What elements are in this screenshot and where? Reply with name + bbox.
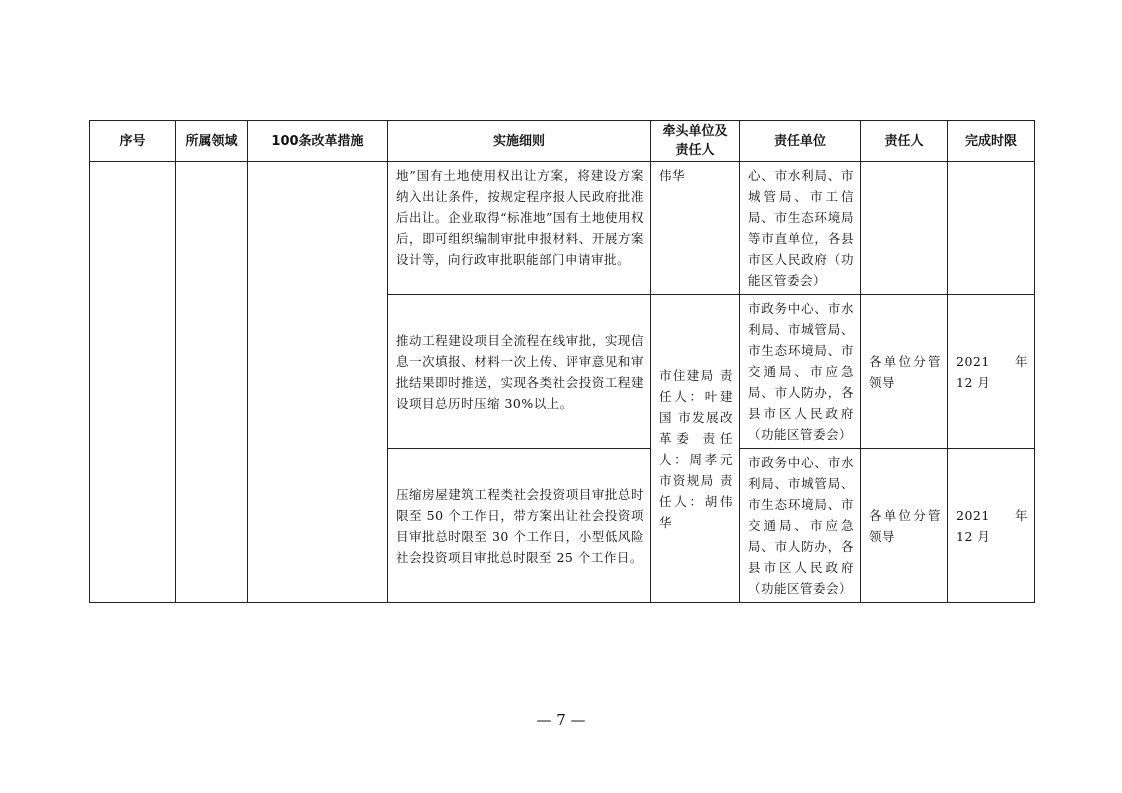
header-detail: 实施细则 [388, 121, 651, 162]
lead-text: 伟华 [659, 168, 686, 183]
domain-cell [176, 162, 248, 603]
person-text [861, 162, 947, 168]
seq-cell [90, 162, 176, 603]
header-seq: 序号 [90, 121, 176, 162]
responsible-unit-cell [740, 449, 861, 603]
table-header-row [90, 121, 1035, 162]
header-responsible-unit: 责任单位 [740, 121, 861, 162]
person-text: 各单位分管领导 [869, 507, 941, 544]
deadline-text: 2021 年 12 月 [956, 353, 1028, 390]
detail-text: 推动工程建设项目全流程在线审批，实现信息一次填报、材料一次上传、评审意见和审批结果即时推送，实现各类社会投资工程建设项目总历时压缩 30%以上。 [396, 332, 644, 411]
responsible-unit-cell [740, 295, 861, 449]
header-deadline: 完成时限 [948, 121, 1035, 162]
detail-cell [388, 295, 651, 449]
detail-cell [388, 162, 651, 295]
table-row [90, 162, 1035, 295]
detail-cell [388, 449, 651, 603]
page-number: — 7 — [536, 711, 586, 729]
responsible-unit-text: 市政务中心、市水利局、市城管局、市生态环境局、市交通局、市应急局、市人防办，各县市区人民政府（功能区管委会） [748, 301, 854, 442]
responsible-unit-text: 心、市水利局、市城管局、市工信局、市生态环境局等市直单位，各县市区人民政府（功能区管委会） [748, 168, 854, 288]
merged-lead-text: 市住建局 责任人：叶建国 市发展改革委 责任人：周孝元 市资规局 责任人：胡伟华 [659, 367, 733, 530]
measure-cell [248, 162, 388, 603]
person-cell [861, 162, 948, 295]
deadline-text [948, 162, 1034, 168]
responsible-unit-text: 市政务中心、市水利局、市城管局、市生态环境局、市交通局、市应急局、市人防办，各县市区人民政府（功能区管委会） [748, 455, 854, 596]
header-person: 责任人 [861, 121, 948, 162]
responsible-unit-cell [740, 162, 861, 295]
person-text: 各单位分管领导 [869, 353, 941, 390]
header-domain: 所属领域 [176, 121, 248, 162]
header-lead-label: 牵头单位及责任人 [662, 124, 728, 158]
person-cell [861, 295, 948, 449]
deadline-text: 2021 年 12 月 [956, 507, 1028, 544]
detail-text: 地”国有土地使用权出让方案，将建设方案纳入出让条件，按规定程序报人民政府批准后出让。企业取得“标准地”国有土地使用权后，即可组织编制审批申报材料、开展方案设计等，向行政审批职能部门申请审批。 [396, 168, 644, 267]
deadline-cell [948, 449, 1035, 603]
header-lead [651, 121, 740, 162]
merged-lead-cell [651, 295, 740, 603]
person-cell [861, 449, 948, 603]
detail-text: 压缩房屋建筑工程类社会投资项目审批总时限至 50 个工作日，带方案出让社会投资项目审批总时限至 30 个工作日，小型低风险社会投资项目审批总时限至 25 个工作日。 [396, 486, 644, 565]
deadline-cell [948, 295, 1035, 449]
deadline-cell [948, 162, 1035, 295]
header-measure: 100条改革措施 [248, 121, 388, 162]
reform-measures-table [89, 120, 1035, 603]
lead-cell [651, 162, 740, 295]
